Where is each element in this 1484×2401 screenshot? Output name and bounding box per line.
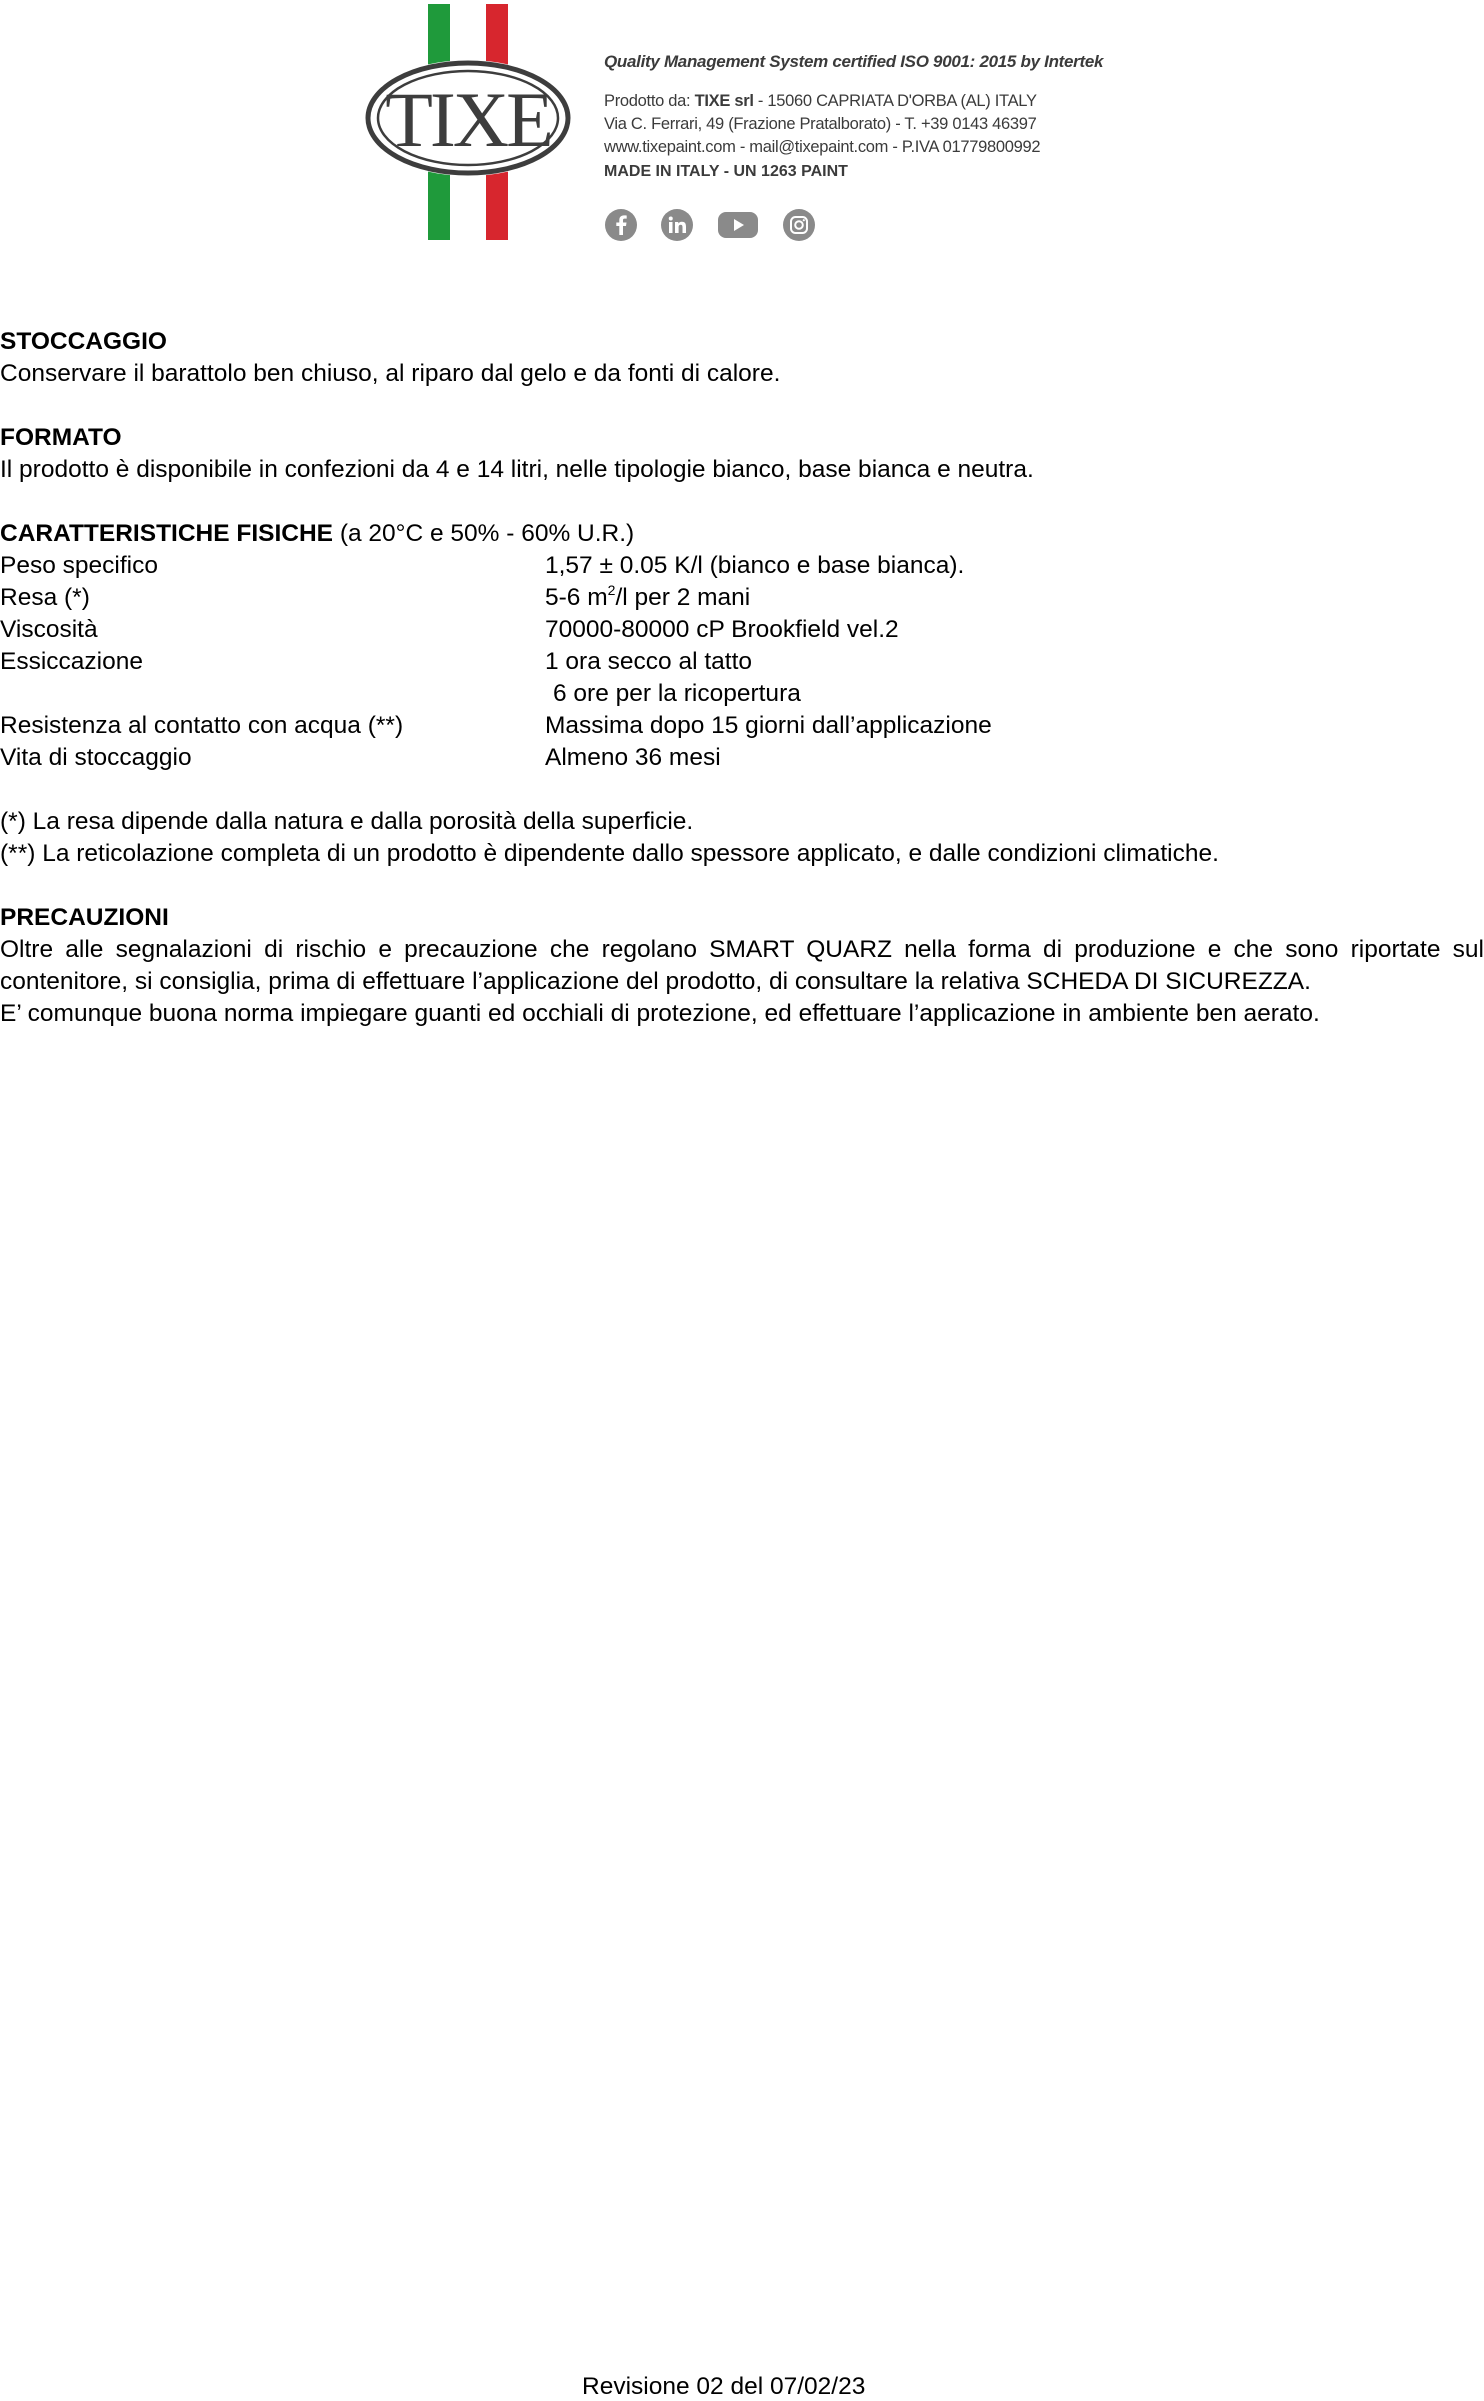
property-value: 6 ore per la ricopertura	[553, 680, 801, 707]
property-value: Massima dopo 15 giorni dall’applicazione	[545, 712, 992, 739]
note-resa: (*) La resa dipende dalla natura e dalla porosità della superficie.	[0, 808, 694, 835]
precauzioni-title: PRECAUZIONI	[0, 904, 169, 931]
stoccaggio-title: STOCCAGGIO	[0, 328, 167, 355]
property-row	[0, 742, 1484, 774]
linkedin-icon[interactable]	[660, 208, 694, 242]
document-body	[0, 326, 1484, 1030]
producer-line	[604, 90, 1124, 113]
caratteristiche-heading	[0, 518, 1484, 550]
property-row	[0, 582, 1484, 614]
certification-text: Quality Management System certified ISO 9001: 2015 by Intertek	[604, 52, 1104, 71]
made-in-line: MADE IN ITALY - UN 1263 PAINT	[604, 163, 848, 180]
producer-location: - 15060 CAPRIATA D'ORBA (AL) ITALY	[753, 92, 1037, 110]
property-row	[0, 710, 1484, 742]
property-label: Essiccazione	[0, 648, 143, 675]
section-precauzioni	[0, 902, 1484, 1030]
facebook-icon[interactable]	[604, 208, 638, 242]
property-row	[0, 678, 1484, 710]
document-header	[360, 0, 1120, 250]
property-row	[0, 614, 1484, 646]
property-value: 1,57 ± 0.05 K/l (bianco e base bianca).	[545, 552, 965, 579]
property-row	[0, 646, 1484, 678]
property-label: Resistenza al contatto con acqua (**)	[0, 712, 404, 739]
stoccaggio-text: Conservare il barattolo ben chiuso, al riparo dal gelo e da fonti di calore.	[0, 360, 781, 387]
property-value: Almeno 36 mesi	[545, 744, 721, 771]
revision-footer: Revisione 02 del 07/02/23	[582, 2373, 866, 2400]
resa-value-sup: 2	[607, 582, 616, 598]
formato-text: Il prodotto è disponibile in confezioni da 4 e 14 litri, nelle tipologie bianco, base bianca e neutra.	[0, 456, 1034, 483]
precauzioni-paragraph-1: Oltre alle segnalazioni di rischio e precauzione che regolano SMART QUARZ nella forma di produzione e che sono riportate sul contenitore, si consiglia, prima di effettuare l’applicazione del prodotto, di consultare la relativa SCHEDA DI SICUREZZA.	[0, 936, 1484, 995]
address-line: Via C. Ferrari, 49 (Frazione Pratalborato) - T. +39 0143 46397	[604, 115, 1037, 133]
tixe-logo	[360, 0, 580, 245]
producer-name: TIXE srl	[694, 92, 754, 110]
property-value	[545, 582, 750, 614]
youtube-icon[interactable]	[716, 208, 760, 242]
web-line: www.tixepaint.com - mail@tixepaint.com - P.IVA 01779800992	[604, 138, 1041, 156]
section-caratteristiche	[0, 518, 1484, 774]
logo-text: TIXE	[385, 76, 551, 163]
section-formato	[0, 422, 1484, 486]
section-stoccaggio	[0, 326, 1484, 390]
property-value: 70000-80000 cP Brookfield vel.2	[545, 616, 899, 643]
section-notes	[0, 806, 1484, 870]
property-row	[0, 550, 1484, 582]
formato-title: FORMATO	[0, 424, 122, 451]
social-icons	[604, 208, 816, 242]
producer-prefix: Prodotto da:	[604, 92, 695, 110]
note-reticolazione: (**) La reticolazione completa di un prodotto è dipendente dallo spessore applicato, e dalle condizioni climatiche.	[0, 840, 1219, 867]
resa-value-pre: 5-6 m	[545, 584, 608, 611]
resa-value-post: /l per 2 mani	[615, 584, 751, 611]
caratteristiche-conditions: (a 20°C e 50% - 60% U.R.)	[333, 520, 635, 547]
instagram-icon[interactable]	[782, 208, 816, 242]
property-label: Resa (*)	[0, 584, 90, 611]
property-label: Viscosità	[0, 616, 98, 643]
property-label	[0, 678, 545, 710]
property-label: Vita di stoccaggio	[0, 744, 192, 771]
company-info	[604, 52, 1124, 185]
precauzioni-paragraph-2: E’ comunque buona norma impiegare guanti ed occhiali di protezione, ed effettuare l’applicazione in ambiente ben aerato.	[0, 1000, 1320, 1027]
caratteristiche-title: CARATTERISTICHE FISICHE	[0, 520, 334, 547]
property-label: Peso specifico	[0, 552, 158, 579]
property-value: 1 ora secco al tatto	[545, 648, 753, 675]
